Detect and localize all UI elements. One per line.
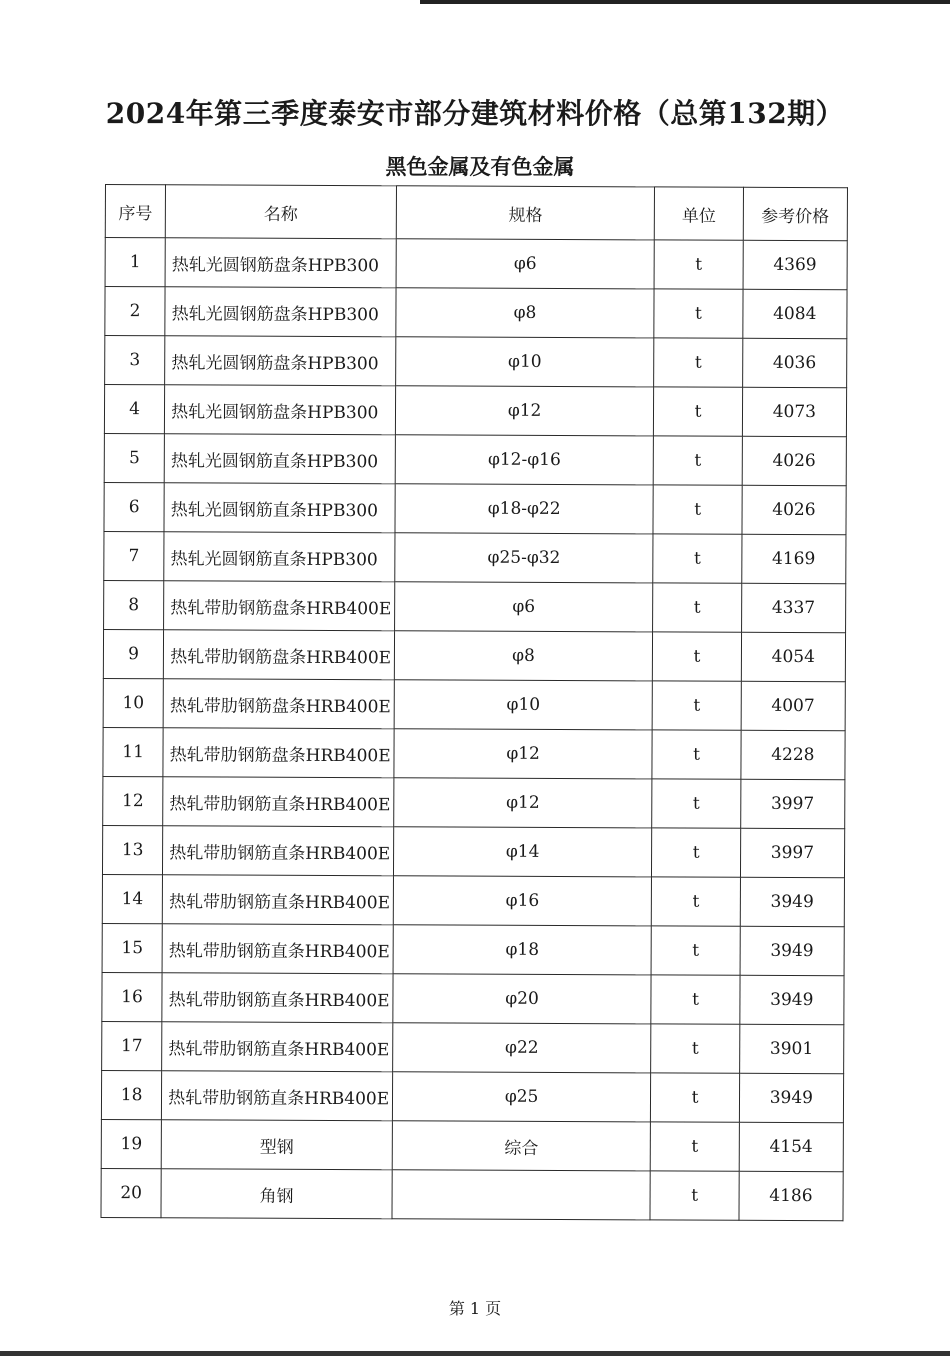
table-header-row — [105, 185, 847, 241]
cell-spec: φ12 — [393, 778, 652, 828]
table-row — [101, 1168, 843, 1220]
cell-unit: t — [652, 926, 740, 975]
cell-name: 角钢 — [161, 1169, 392, 1219]
cell-seq: 14 — [102, 874, 162, 923]
table-row — [104, 580, 846, 632]
cell-unit: t — [653, 534, 741, 583]
cell-name: 热轧带肋钢筋直条HRB400E — [162, 924, 393, 974]
cell-spec: φ25 — [392, 1072, 651, 1122]
cell-unit: t — [652, 828, 740, 877]
cell-seq: 3 — [105, 336, 165, 385]
table-row — [101, 1070, 843, 1122]
cell-price: 4154 — [739, 1122, 844, 1171]
cell-name: 热轧带肋钢筋直条HRB400E — [162, 973, 393, 1023]
table-row — [103, 776, 845, 828]
cell-price: 3997 — [740, 828, 845, 877]
cell-price: 3997 — [740, 779, 845, 828]
cell-name: 热轧带肋钢筋直条HRB400E — [162, 875, 393, 925]
cell-price: 4026 — [742, 485, 847, 534]
cell-seq: 7 — [104, 531, 164, 580]
cell-spec: φ22 — [392, 1023, 651, 1073]
cell-price: 3949 — [740, 975, 845, 1024]
cell-seq: 2 — [105, 287, 165, 336]
cell-price: 4084 — [743, 289, 848, 338]
table-row — [103, 678, 845, 730]
cell-spec: φ12 — [394, 729, 653, 779]
cell-name: 热轧光圆钢筋盘条HPB300 — [165, 238, 396, 288]
table-row — [102, 874, 844, 926]
cell-spec: φ12 — [395, 386, 654, 436]
cell-name: 热轧光圆钢筋直条HPB300 — [164, 434, 395, 484]
cell-name: 热轧光圆钢筋直条HPB300 — [164, 532, 395, 582]
cell-unit: t — [651, 1024, 739, 1073]
cell-spec: φ12-φ16 — [395, 435, 654, 485]
cell-spec: φ6 — [394, 582, 653, 632]
cell-spec: φ16 — [393, 876, 652, 926]
cell-seq: 4 — [104, 385, 164, 434]
cell-seq: 1 — [105, 238, 165, 287]
table-row — [102, 923, 844, 975]
cell-unit: t — [651, 1122, 739, 1171]
header-seq: 序号 — [105, 185, 165, 238]
cell-price: 4073 — [742, 387, 847, 436]
cell-seq: 18 — [101, 1070, 161, 1119]
table-row — [103, 727, 845, 779]
cell-spec: 综合 — [392, 1121, 651, 1171]
header-unit: 单位 — [655, 187, 743, 240]
cell-price: 3901 — [739, 1024, 844, 1073]
cell-price: 4186 — [739, 1171, 844, 1220]
table-body — [101, 238, 847, 1221]
cell-name: 热轧带肋钢筋直条HRB400E — [162, 1071, 393, 1121]
cell-name: 热轧光圆钢筋盘条HPB300 — [165, 385, 396, 435]
cell-spec: φ25-φ32 — [395, 533, 654, 583]
cell-spec: φ10 — [394, 680, 653, 730]
cell-price: 4036 — [742, 338, 847, 387]
cell-unit: t — [653, 681, 741, 730]
header-name: 名称 — [165, 185, 396, 239]
cell-name: 型钢 — [161, 1120, 392, 1170]
cell-price: 4169 — [741, 534, 846, 583]
cell-name: 热轧带肋钢筋直条HRB400E — [163, 826, 394, 876]
cell-unit: t — [653, 485, 741, 534]
cell-spec: φ8 — [396, 288, 655, 338]
cell-unit: t — [654, 436, 742, 485]
cell-spec: φ18-φ22 — [395, 484, 654, 534]
cell-seq: 6 — [104, 482, 164, 531]
table-row — [104, 482, 846, 534]
cell-name: 热轧带肋钢筋盘条HRB400E — [163, 728, 394, 778]
cell-seq: 17 — [102, 1021, 162, 1070]
cell-spec — [392, 1170, 651, 1220]
cell-unit: t — [653, 583, 741, 632]
cell-seq: 13 — [102, 825, 162, 874]
cell-name: 热轧带肋钢筋盘条HRB400E — [164, 581, 395, 631]
cell-seq: 9 — [103, 629, 163, 678]
scan-edge-top — [420, 0, 950, 4]
cell-price: 4054 — [741, 632, 846, 681]
cell-price: 4369 — [743, 240, 848, 289]
cell-seq: 20 — [101, 1168, 161, 1217]
header-spec: 规格 — [396, 186, 655, 240]
cell-price: 4337 — [741, 583, 846, 632]
cell-name: 热轧带肋钢筋盘条HRB400E — [163, 630, 394, 680]
cell-seq: 10 — [103, 678, 163, 727]
table-row — [105, 287, 847, 339]
cell-spec: φ10 — [395, 337, 654, 387]
table-row — [102, 825, 844, 877]
cell-seq: 16 — [102, 972, 162, 1021]
table-row — [105, 238, 847, 290]
cell-name: 热轧带肋钢筋直条HRB400E — [163, 777, 394, 827]
price-table — [100, 184, 848, 1221]
cell-spec: φ14 — [393, 827, 652, 877]
cell-price: 3949 — [739, 1073, 844, 1122]
cell-price: 4007 — [741, 681, 846, 730]
cell-seq: 19 — [101, 1119, 161, 1168]
cell-spec: φ18 — [393, 925, 652, 975]
table-row — [103, 629, 845, 681]
section-title: 黑色金属及有色金属 — [385, 154, 575, 179]
table-row — [102, 972, 844, 1024]
cell-price: 3949 — [740, 926, 845, 975]
cell-price: 3949 — [740, 877, 845, 926]
table-row — [105, 336, 847, 388]
cell-seq: 15 — [102, 923, 162, 972]
cell-unit: t — [651, 975, 739, 1024]
table-row — [101, 1119, 843, 1171]
table-row — [104, 531, 846, 583]
cell-seq: 11 — [103, 727, 163, 776]
cell-name: 热轧光圆钢筋盘条HPB300 — [165, 287, 396, 337]
cell-price: 4026 — [742, 436, 847, 485]
cell-name: 热轧带肋钢筋直条HRB400E — [162, 1022, 393, 1072]
cell-spec: φ6 — [396, 239, 655, 289]
cell-name: 热轧带肋钢筋盘条HRB400E — [163, 679, 394, 729]
cell-spec: φ8 — [394, 631, 653, 681]
table-row — [104, 433, 846, 485]
cell-unit: t — [654, 387, 742, 436]
cell-unit: t — [654, 338, 742, 387]
cell-unit: t — [652, 877, 740, 926]
cell-name: 热轧光圆钢筋直条HPB300 — [164, 483, 395, 533]
cell-unit: t — [652, 779, 740, 828]
cell-name: 热轧光圆钢筋盘条HPB300 — [165, 336, 396, 386]
cell-unit: t — [650, 1171, 738, 1220]
scan-edge-bottom — [0, 1351, 950, 1356]
cell-unit: t — [651, 1073, 739, 1122]
cell-seq: 8 — [104, 580, 164, 629]
cell-seq: 5 — [104, 433, 164, 482]
cell-spec: φ20 — [393, 974, 652, 1024]
cell-unit: t — [654, 289, 742, 338]
cell-unit: t — [653, 632, 741, 681]
page-number: 第 1 页 — [448, 1299, 502, 1318]
table-row — [102, 1021, 844, 1073]
cell-unit: t — [655, 240, 743, 289]
cell-seq: 12 — [103, 776, 163, 825]
header-price: 参考价格 — [743, 187, 848, 240]
cell-price: 4228 — [741, 730, 846, 779]
document-title: 2024年第三季度泰安市部分建筑材料价格（总第132期） — [105, 97, 845, 130]
cell-unit: t — [652, 730, 740, 779]
table-row — [104, 385, 846, 437]
